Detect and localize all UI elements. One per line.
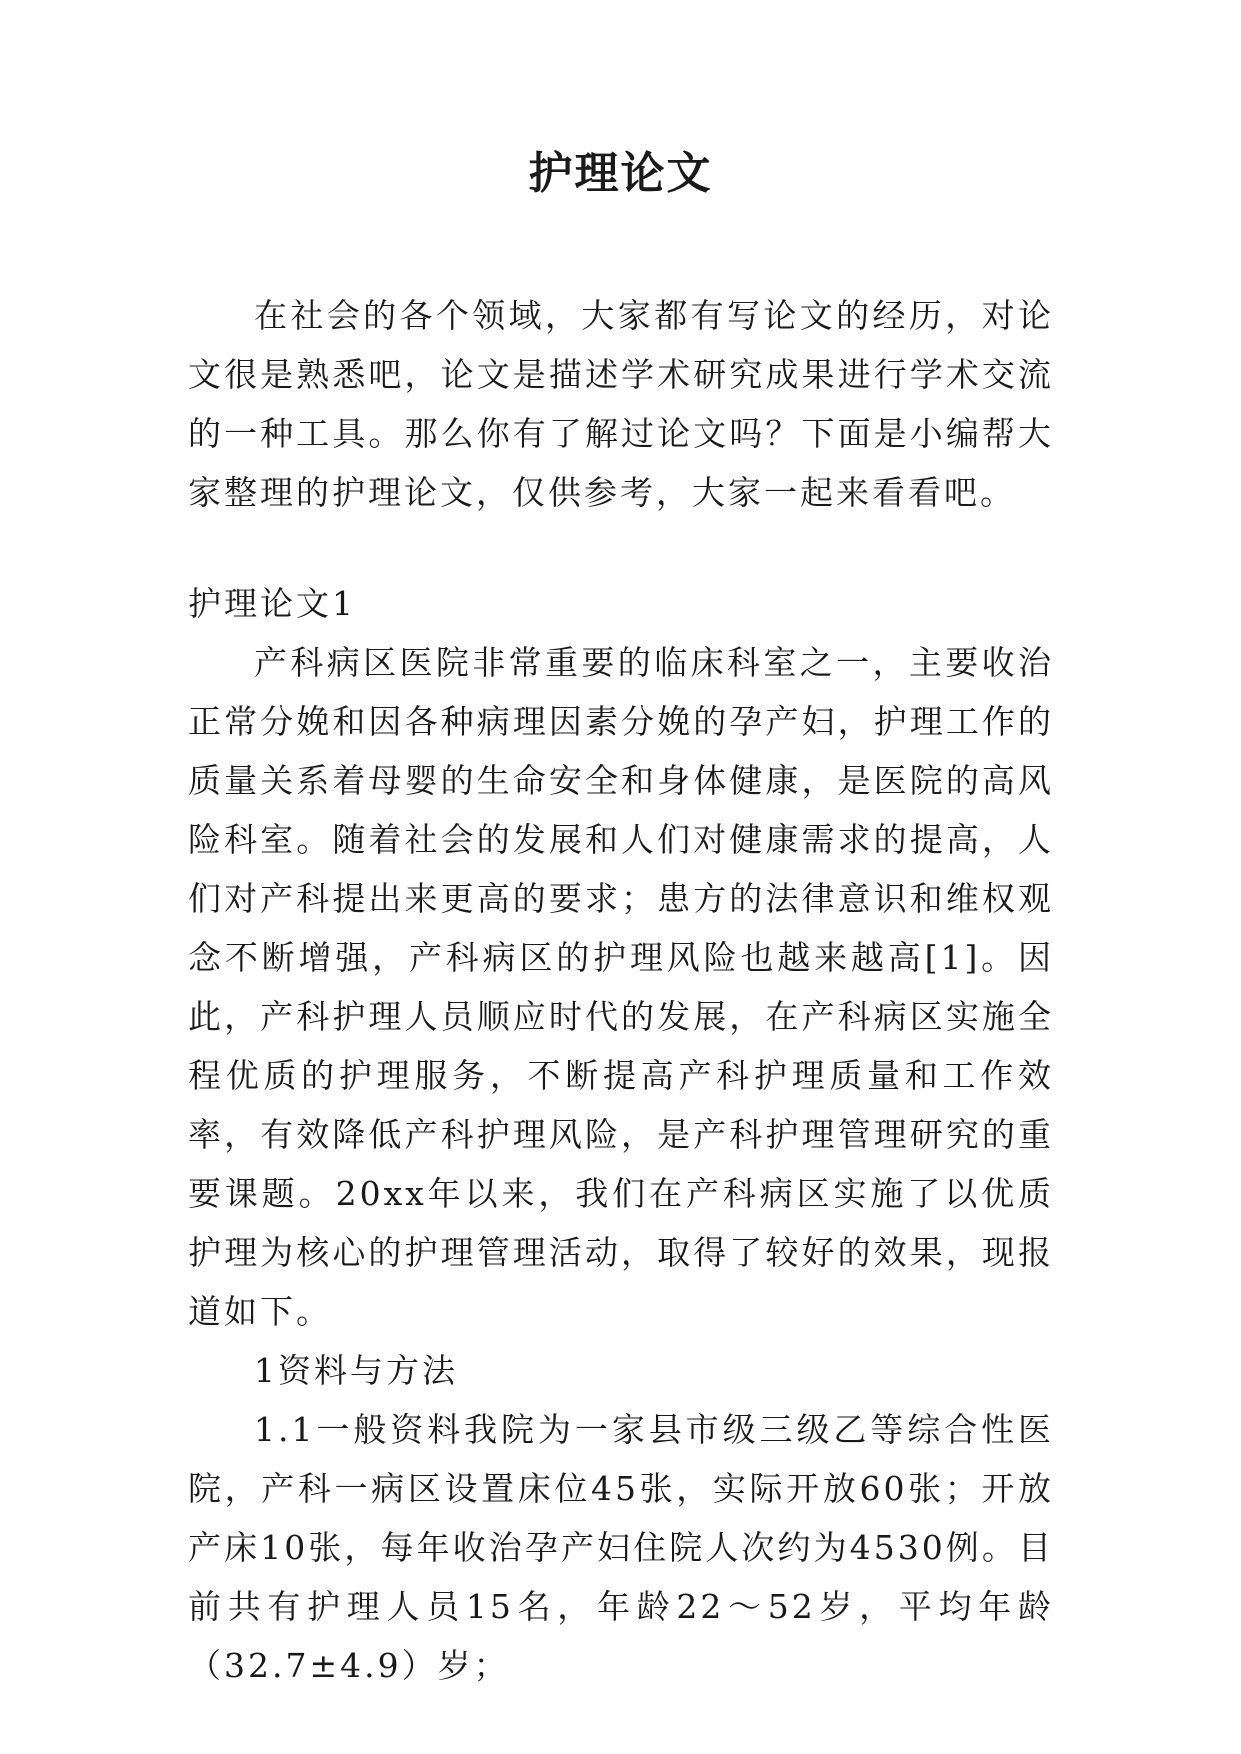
article-section	[188, 574, 1054, 1695]
body-paragraph: 产科病区医院非常重要的临床科室之一，主要收治正常分娩和因各种病理因素分娩的孕产妇，护理工作的质量关系着母婴的生命安全和身体健康，是医院的高风险科室。随着社会的发展和人们对健康需求的提高，人们对产科提出来更高的要求；患方的法律意识和维权观念不断增强，产科病区的护理风险也越来越高[1]。因此，产科护理人员顺应时代的发展，在产科病区实施全程优质的护理服务，不断提高产科护理质量和工作效率，有效降低产科护理风险，是产科护理管理研究的重要课题。20xx年以来，我们在产科病区实施了以优质护理为核心的护理管理活动，取得了较好的效果，现报道如下。	[188, 643, 1054, 1331]
intro-paragraph: 在社会的各个领域，大家都有写论文的经历，对论文很是熟悉吧，论文是描述学术研究成果进行学术交流的一种工具。那么你有了解过论文吗？下面是小编帮大家整理的护理论文，仅供参考，大家一起来看看吧。	[188, 296, 1054, 512]
document-title: 护理论文	[528, 148, 713, 199]
intro-section	[188, 286, 1054, 522]
body-paragraph: 1.1一般资料我院为一家县市级三级乙等综合性医院，产科一病区设置床位45张，实际开放60张；开放产床10张，每年收治孕产妇住院人次约为4530例。目前共有护理人员15名，年龄22～52岁，平均年龄（32.7±4.9）岁；	[188, 1410, 1054, 1685]
section-heading: 护理论文1	[188, 584, 356, 623]
subsection-heading: 1资料与方法	[254, 1351, 458, 1390]
